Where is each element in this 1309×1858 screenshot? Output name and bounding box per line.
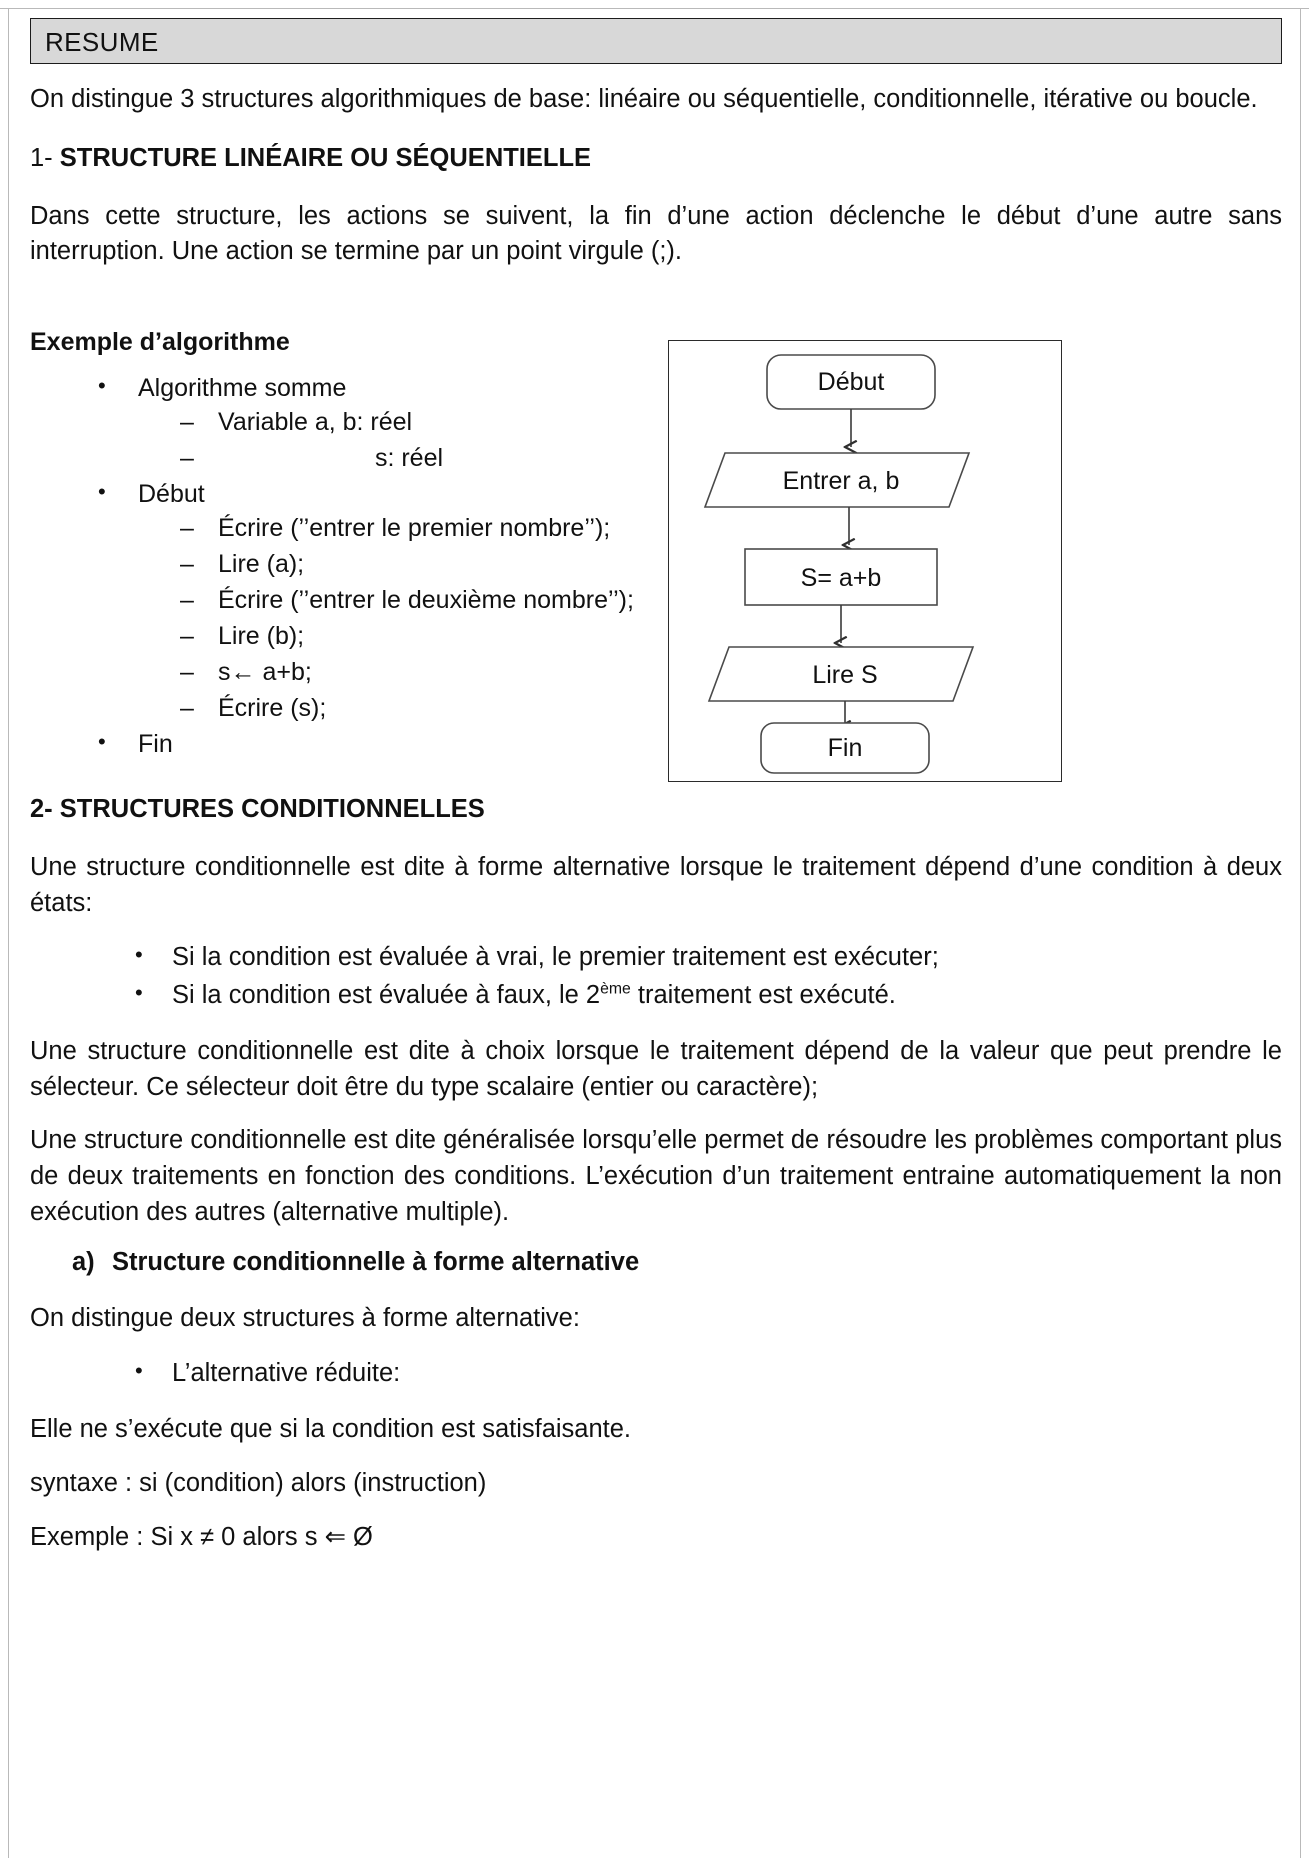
flow-node-process [745,549,937,605]
subsection-marker: a) [72,1248,95,1277]
list-item [138,511,690,545]
algorithm-sublist-2 [138,511,690,725]
algorithm-subitem: Écrire (’’entrer le premier nombre’’); [218,514,611,543]
resume-banner: RESUME [30,18,1282,64]
example-title: Exemple d’algorithme [30,328,290,357]
list-item [138,405,690,439]
list-item [30,1355,1282,1392]
list-item [30,939,1282,976]
list-item [138,583,690,617]
section2-para3: Une structure conditionnelle est dite généralisée lorsqu’elle permet de résoudre les problèmes comportant plus de deux traitements en fonction des conditions. L’exécution d’un traitement entraine automatiquement la non exécution des autres (alternative multiple). [30,1126,1282,1226]
flow-node-start [767,355,935,409]
page-edge-right [1300,8,1301,1858]
dash-icon: – [180,444,194,473]
bullet-icon: • [135,1358,143,1383]
algorithm-subitem: Lire (b); [218,622,305,651]
list-item [30,727,690,761]
svg-text:Fin: Fin [827,734,863,762]
section2-para1: Une structure conditionnelle est dite à forme alternative lorsque le traitement dépend d’une condition à deux états: [30,853,1282,917]
page-edge-left [8,8,9,1858]
list-item [30,977,1282,1014]
bullet-icon: • [135,979,143,1005]
section1-body: Dans cette structure, les actions se suivent, la fin d’une action déclenche le début d’une autre sans interruption. Une action se termine par un point virgule (;). [30,201,1282,266]
subsection-title: Structure conditionnelle à forme alternative [112,1248,640,1277]
list-item [138,441,690,475]
list-item [138,655,690,689]
section2-para2: Une structure conditionnelle est dite à choix lorsque le traitement dépend de la valeur que peut prendre le sélecteur. Ce sélecteur doit être du type scalaire (entier ou caractère); [30,1036,1282,1101]
dash-icon: – [180,550,194,579]
intro-paragraph: On distingue 3 structures algorithmiques de base: linéaire ou séquentielle, conditionnelle, itérative ou boucle. [30,85,1258,113]
algorithm-subitem: Écrire (s); [218,694,327,723]
condition-text: Si la condition est évaluée à vrai, le premier traitement est exécuter; [172,943,939,972]
section2-heading [30,795,1282,824]
section1-title: STRUCTURE LINÉAIRE OU SÉQUENTIELLE [59,143,592,172]
list-item [138,547,690,581]
condition-superscript: ème [600,980,631,998]
flow-node-output [709,647,973,701]
bullet-icon: • [98,479,106,505]
algorithm-sublist-1 [138,405,690,475]
dash-icon: – [180,622,194,651]
example-line: Exemple : Si x ≠ 0 alors s ⇐ Ø [30,1522,373,1551]
condition-bullet-list [30,939,1282,1013]
bullet-icon: • [135,942,143,968]
dash-icon: – [180,586,194,615]
algorithm-subitem: Écrire (’’entrer le deuxième nombre’’); [218,586,634,615]
dash-icon: – [180,694,194,723]
svg-text:S= a+b: S= a+b [800,564,882,592]
flow-node-end [761,723,929,773]
algorithm-item-label: Algorithme somme [138,374,347,403]
list-item [30,371,690,475]
bullet-icon: • [98,729,106,755]
algorithm-subitem: Lire (a); [218,550,305,579]
condition-text: Si la condition est évaluée à faux, le 2 [172,980,601,1009]
page-edge-top [0,8,1309,9]
syntax-line: syntaxe : si (condition) alors (instruction) [30,1468,487,1497]
section2-number: 2- [30,795,53,824]
dash-icon: – [180,658,194,687]
svg-text:Entrer a, b: Entrer a, b [782,467,900,495]
section2-title: STRUCTURES CONDITIONNELLES [59,795,485,824]
document-content [30,18,1282,1555]
algorithm-item-label: Début [138,480,205,509]
flow-node-input [705,453,969,507]
alternative-bullet-list [30,1355,1282,1392]
dash-icon: – [180,408,194,437]
dash-icon: – [180,514,194,543]
svg-text:Lire S: Lire S [812,661,878,689]
algorithm-block [30,371,690,761]
algorithm-subitem: Variable a, b: réel [218,408,413,437]
bullet-icon: • [98,373,106,399]
alternative-reduced-label: L’alternative réduite: [172,1359,401,1387]
list-item [138,691,690,725]
list-item [30,477,690,725]
subsection-a-heading [30,1248,1282,1277]
algorithm-list [30,371,690,761]
condition-text-tail: traitement est exécuté. [630,980,896,1009]
section2-para5: Elle ne s’exécute que si la condition est satisfaisante. [30,1415,632,1444]
svg-text:Début: Début [817,368,885,396]
flowchart-diagram [668,340,1062,782]
algorithm-subitem: s← a+b; [218,658,312,687]
section1-heading [30,144,1282,173]
section1-number: 1- [30,143,53,172]
section2-para4: On distingue deux structures à forme alternative: [30,1304,580,1333]
algorithm-subitem: s: réel [374,444,444,473]
list-item [138,619,690,653]
algorithm-item-label: Fin [138,730,173,759]
flowchart-svg [669,341,1059,779]
